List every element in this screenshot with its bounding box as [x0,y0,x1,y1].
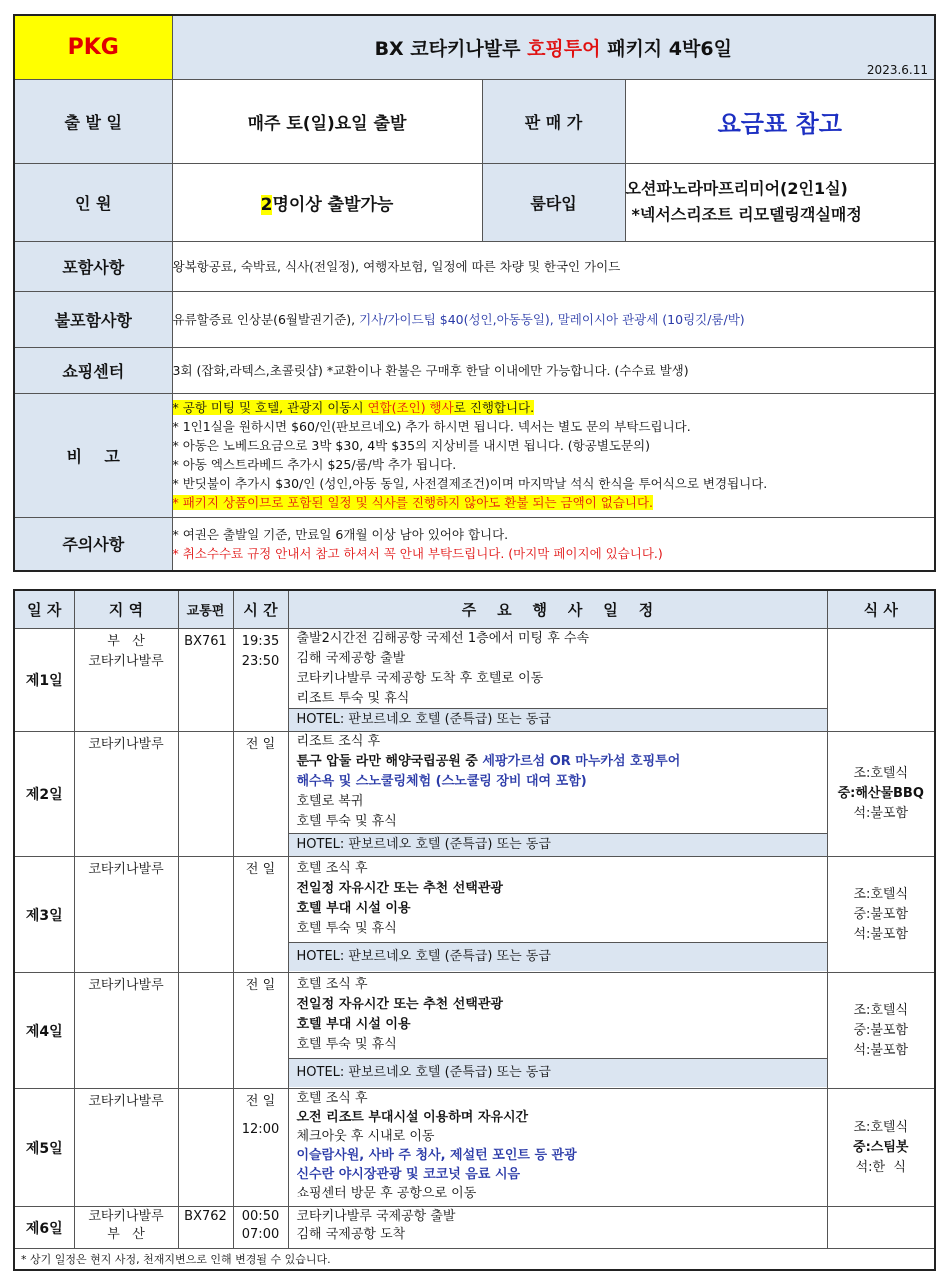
exclude-label: 불포함사항 [14,291,172,347]
price-value: 요금표 참고 [625,79,935,163]
package-info-table [13,14,936,572]
table-row: 제2일 코타키나발루 전 일 리조트 조식 후 툰구 압둘 라만 해양국립공원 중 세팡가르섬 OR 마누카섬 호핑투어 해수욕 및 스노쿨링체험 (스노쿨링 장비 대여 포함) 호텔로 복귀 호텔 투숙 및 휴식 HOTEL: 판보르네오 호텔 (준특급) 또는 동급 조:호텔식 중:해산물BBQ 석:불포함 [14,732,935,857]
package-title: BX 코타키나발루 호핑투어 패키지 4박6일 2023.6.11 [172,15,935,79]
price-label: 판 매 가 [482,79,625,163]
pax-value: 2명이상 출발가능 [172,163,482,241]
pkg-badge: PKG [14,15,172,79]
caution-list: * 여권은 출발일 기준, 만료일 6개월 이상 남아 있어야 합니다. * 취소수수료 규정 안내서 참고 하셔서 꼭 안내 부탁드립니다. (마지막 페이지에 있습니다.) [172,517,935,571]
table-row: 제4일 코타키나발루 전 일 호텔 조식 후 전일정 자유시간 또는 추천 선택관광 호텔 부대 시설 이용 호텔 투숙 및 휴식 HOTEL: 판보르네오 호텔 (준특급) 또는 동급 조:호텔식 중:불포함 석:불포함 [14,973,935,1089]
include-label: 포함사항 [14,241,172,291]
exclude-value: 유류할증료 인상분(6월발권기준), 기사/가이드팁 $40(성인,아동동일), 말레이시아 관광세 (10링깃/룸/박) [172,291,935,347]
itinerary-table [13,589,936,1271]
hotel-info: HOTEL: 판보르네오 호텔 (준특급) 또는 동급 [289,942,827,971]
shopping-label: 쇼핑센터 [14,347,172,393]
caution-label: 주의사항 [14,517,172,571]
table-row: 제6일 코타키나발루 부 산 BX762 00:50 07:00 코타키나발루 국제공항 출발 김해 국제공항 도착 [14,1207,935,1249]
departure-label: 출 발 일 [14,79,172,163]
hotel-info: HOTEL: 판보르네오 호텔 (준특급) 또는 동급 [289,833,827,856]
hotel-info: HOTEL: 판보르네오 호텔 (준특급) 또는 동급 [289,1058,827,1087]
shopping-value: 3회 (잡화,라텍스,초콜릿샵) *교환이나 환불은 구매후 한달 이내에만 가능합니다. (수수료 발생) [172,347,935,393]
room-label: 룸타입 [482,163,625,241]
include-value: 왕복항공료, 숙박료, 식사(전일정), 여행자보험, 일정에 따른 차량 및 한국인 가이드 [172,241,935,291]
document-date: 2023.6.11 [866,62,928,77]
table-row: 제5일 코타키나발루 전 일 12:00 호텔 조식 후 오전 리조트 부대시설 이용하며 자유시간 체크아웃 후 시내로 이동 이슬람사원, 사바 주 청사, 제설턴 포인트 등 관광 신수란 야시장관광 및 코코넛 음료 시음 쇼핑센터 방문 후 공항으로 이동 조:호텔식 중:스팀봇 석:한 식 [14,1089,935,1207]
departure-value: 매주 토(일)요일 출발 [172,79,482,163]
footnote: * 상기 일정은 현지 사정, 천재지변으로 인해 변경될 수 있습니다. [14,1249,935,1271]
itinerary-header: 일 자 지 역 교통편 시 간 주 요 행 사 일 정 식 사 [14,590,935,629]
remarks-label: 비 고 [14,393,172,517]
table-row: 제3일 코타키나발루 전 일 호텔 조식 후 전일정 자유시간 또는 추천 선택관광 호텔 부대 시설 이용 호텔 투숙 및 휴식 HOTEL: 판보르네오 호텔 (준특급) 또는 동급 조:호텔식 중:불포함 석:불포함 [14,857,935,973]
footnote-row [14,1249,935,1271]
remarks-list: * 공항 미팅 및 호텔, 관광지 이동시 연합(조인) 행사로 진행합니다. * 1인1실을 원하시면 $60/인(판보르네오) 추가 하시면 됩니다. 넥서는 별도 문의 부탁드립니다. * 아동은 노베드요금으로 3박 $30, 4박 $35의 지상비를 내시면 됩니다. (항공별도문의) * 아동 엑스트라베드 추가시 $25/룸/박 추가 됩니다. * 반딧불이 추가시 $30/인 (성인,아동 동일, 사전결제조건)이며 마지막날 석식 한식을 투어식으로 변경됩니다. * 패키지 상품이므로 포함된 일정 및 식사를 진행하지 않아도 환불 되는 금액이 없습니다. [172,393,935,517]
pax-label: 인 원 [14,163,172,241]
hotel-info: HOTEL: 판보르네오 호텔 (준특급) 또는 동급 [289,708,827,731]
room-value: 오션파노라마프리미어(2인1실) *넥서스리조트 리모델링객실매정 [625,163,935,241]
table-row: 제1일 부 산 코타키나발루 BX761 19:35 23:50 출발2시간전 김해공항 국제선 1층에서 미팅 후 수속 김해 국제공항 출발 코타키나발루 국제공항 도착 후 호텔로 이동 리조트 투숙 및 휴식 HOTEL: 판보르네오 호텔 (준특급) 또는 동급 [14,629,935,732]
